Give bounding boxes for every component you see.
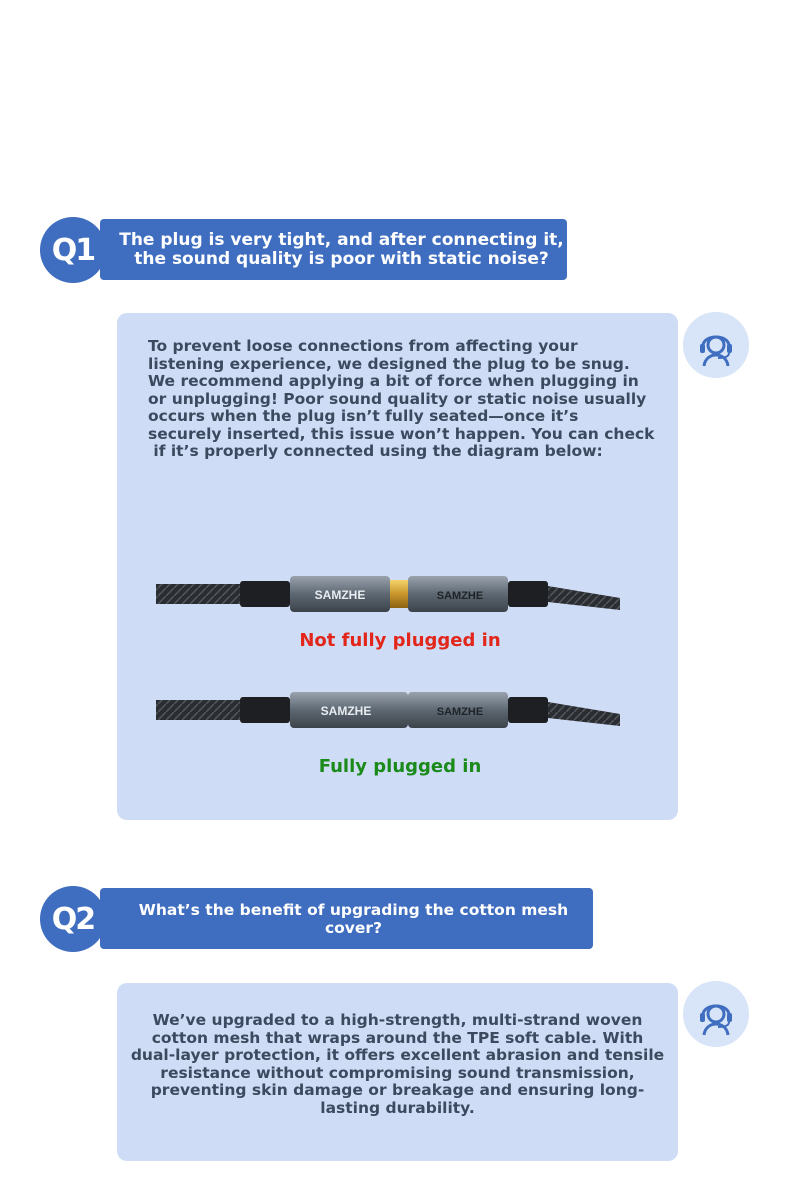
q1-badge: Q1 bbox=[40, 217, 106, 283]
q2-answer-line: preventing skin damage or breakage and ensuring long- bbox=[150, 1081, 645, 1099]
cable-boot-left bbox=[240, 697, 290, 723]
customer-service-headset-icon bbox=[680, 978, 752, 1050]
q1-answer-text bbox=[148, 338, 668, 461]
brand-text: SAMZHE bbox=[436, 706, 484, 718]
braided-cable-left bbox=[156, 584, 246, 604]
q2-answer-line: resistance without compromising sound transmission, bbox=[160, 1063, 635, 1082]
q1-answer-line: securely inserted, this issue won’t happen. You can check bbox=[148, 424, 655, 443]
braided-cable-right bbox=[548, 702, 620, 726]
q2-badge: Q2 bbox=[40, 886, 106, 952]
q1-answer-line: listening experience, we designed the plug to be snug. bbox=[148, 354, 630, 373]
braided-cable-right bbox=[548, 586, 620, 610]
headset-icon-svg bbox=[693, 991, 739, 1037]
q1-question-bar bbox=[100, 219, 567, 280]
cable-not-fully-plugged bbox=[150, 564, 630, 624]
q2-answer-line: cotton mesh that wraps around the TPE soft cable. With bbox=[151, 1028, 644, 1047]
q2-question-text: What’s the benefit of upgrading the cotton mesh cover? bbox=[138, 900, 569, 937]
cable-boot-right bbox=[508, 697, 548, 723]
fully-plugged-label: Fully plugged in bbox=[318, 756, 482, 777]
headset-icon-svg bbox=[693, 322, 739, 368]
q2-answer-line: dual-layer protection, it offers excellent abrasion and tensile bbox=[130, 1046, 665, 1064]
q2-answer-text bbox=[117, 1012, 678, 1117]
q1-answer-line: To prevent loose connections from affecting your bbox=[148, 337, 578, 355]
q1-answer-line: or unplugging! Poor sound quality or static noise usually bbox=[148, 389, 647, 408]
cable-fully-plugged bbox=[150, 680, 630, 740]
customer-service-headset-icon bbox=[680, 309, 752, 381]
brand-text: SAMZHE bbox=[314, 588, 366, 602]
cable-boot-left bbox=[240, 581, 290, 607]
q2-answer-line: We’ve upgraded to a high-strength, multi-strand woven bbox=[152, 1011, 643, 1029]
q1-answer-line: if it’s properly connected using the diagram below: bbox=[148, 442, 603, 460]
braided-cable-left bbox=[156, 700, 246, 720]
brand-text: SAMZHE bbox=[320, 704, 372, 718]
q2-answer-line: lasting durability. bbox=[320, 1098, 475, 1117]
q1-answer-line: occurs when the plug isn’t fully seated—once it’s bbox=[148, 407, 579, 425]
q2-question-bar bbox=[100, 888, 593, 949]
q1-answer-line: We recommend applying a bit of force when plugging in bbox=[148, 372, 639, 390]
cable-boot-right bbox=[508, 581, 548, 607]
q1-question-line2: the sound quality is poor with static noise? bbox=[134, 248, 549, 269]
q1-question-line1: The plug is very tight, and after connecting it, bbox=[119, 229, 564, 250]
brand-text: SAMZHE bbox=[436, 590, 484, 602]
not-fully-plugged-label: Not fully plugged in bbox=[299, 630, 501, 651]
gold-plug-tip bbox=[390, 580, 408, 608]
